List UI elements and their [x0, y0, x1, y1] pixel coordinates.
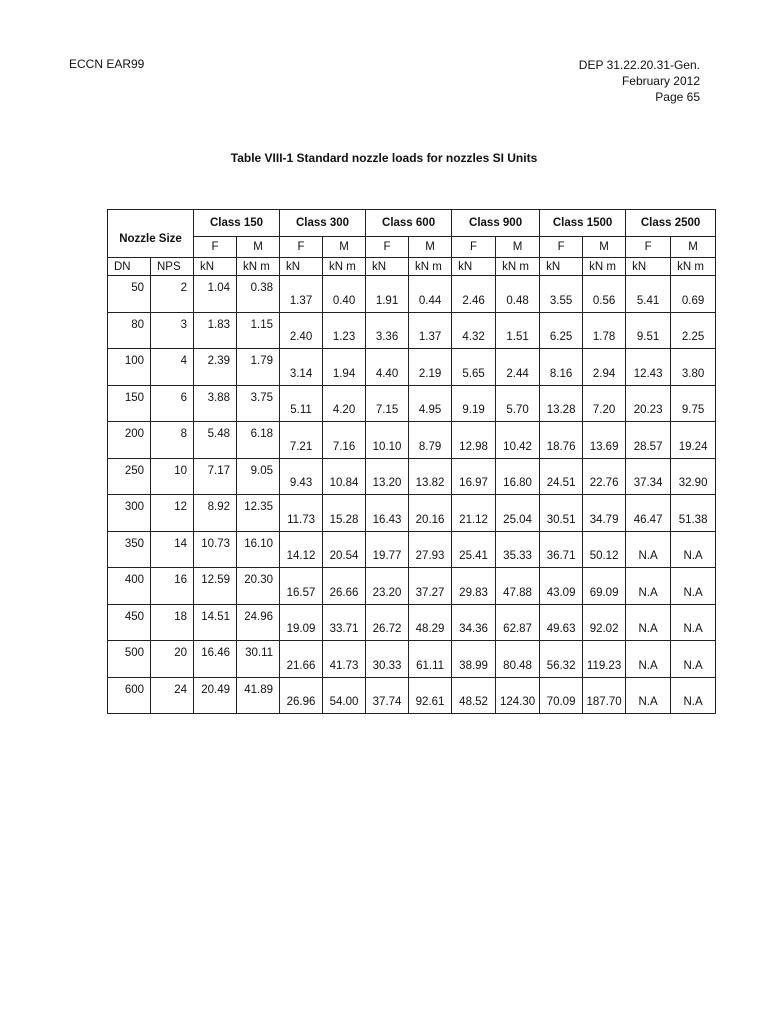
moment-value-cell: N.A — [671, 641, 716, 678]
moment-value-cell: 124.30 — [496, 677, 540, 714]
moment-value-cell: 34.79 — [583, 495, 626, 532]
force-value-cell: 16.57 — [280, 568, 323, 605]
moment-value-cell: 22.76 — [583, 458, 626, 495]
class-header: Class 300 — [280, 210, 366, 237]
nps-cell: 3 — [151, 312, 194, 349]
moment-value-cell: 37.27 — [409, 568, 452, 605]
force-value-cell: 20.49 — [194, 677, 237, 714]
table-row — [108, 531, 716, 568]
moment-value-cell: N.A — [671, 677, 716, 714]
class-header-row — [108, 210, 716, 237]
dn-cell: 80 — [108, 312, 151, 349]
force-header: F — [626, 237, 671, 258]
class-header: Class 900 — [452, 210, 540, 237]
table-row — [108, 677, 716, 714]
force-value-cell: 26.72 — [366, 604, 409, 641]
nps-cell: 14 — [151, 531, 194, 568]
moment-value-cell: 62.87 — [496, 604, 540, 641]
force-value-cell: 7.17 — [194, 458, 237, 495]
force-value-cell: 21.12 — [452, 495, 496, 532]
moment-value-cell: 0.44 — [409, 276, 452, 313]
force-value-cell: 23.20 — [366, 568, 409, 605]
force-header: F — [366, 237, 409, 258]
force-value-cell: 2.39 — [194, 349, 237, 386]
moment-header: M — [409, 237, 452, 258]
force-value-cell: 34.36 — [452, 604, 496, 641]
moment-unit: kN m — [671, 258, 716, 276]
moment-value-cell: 7.20 — [583, 385, 626, 422]
force-unit: kN — [452, 258, 496, 276]
dn-cell: 300 — [108, 495, 151, 532]
table-row — [108, 276, 716, 313]
moment-value-cell: 27.93 — [409, 531, 452, 568]
force-value-cell: 30.51 — [540, 495, 583, 532]
moment-value-cell: 54.00 — [323, 677, 366, 714]
force-value-cell: 26.96 — [280, 677, 323, 714]
force-value-cell: 12.43 — [626, 349, 671, 386]
dn-header: DN — [108, 258, 151, 276]
nps-header: NPS — [151, 258, 194, 276]
force-value-cell: 2.40 — [280, 312, 323, 349]
unit-header-row — [108, 258, 716, 276]
table-row — [108, 495, 716, 532]
table-row — [108, 422, 716, 459]
force-value-cell: 37.34 — [626, 458, 671, 495]
moment-value-cell: 80.48 — [496, 641, 540, 678]
force-value-cell: N.A — [626, 531, 671, 568]
moment-value-cell: 25.04 — [496, 495, 540, 532]
moment-value-cell: 4.20 — [323, 385, 366, 422]
moment-value-cell: 48.29 — [409, 604, 452, 641]
force-value-cell: 9.43 — [280, 458, 323, 495]
force-value-cell: 5.41 — [626, 276, 671, 313]
moment-unit: kN m — [237, 258, 280, 276]
force-value-cell: 2.46 — [452, 276, 496, 313]
moment-value-cell: 1.94 — [323, 349, 366, 386]
moment-value-cell: 15.28 — [323, 495, 366, 532]
force-value-cell: 16.43 — [366, 495, 409, 532]
force-value-cell: 6.25 — [540, 312, 583, 349]
force-value-cell: 12.59 — [194, 568, 237, 605]
table-title: Table VIII-1 Standard nozzle loads for nozzles SI Units — [230, 151, 538, 165]
moment-value-cell: 51.38 — [671, 495, 716, 532]
force-unit: kN — [194, 258, 237, 276]
moment-value-cell: 50.12 — [583, 531, 626, 568]
moment-header: M — [671, 237, 716, 258]
moment-value-cell: 1.23 — [323, 312, 366, 349]
nps-cell: 16 — [151, 568, 194, 605]
moment-value-cell: 0.38 — [237, 276, 280, 313]
moment-value-cell: 13.69 — [583, 422, 626, 459]
nps-cell: 8 — [151, 422, 194, 459]
force-value-cell: 19.09 — [280, 604, 323, 641]
moment-value-cell: 69.09 — [583, 568, 626, 605]
moment-value-cell: 47.88 — [496, 568, 540, 605]
table-row — [108, 604, 716, 641]
force-value-cell: 14.12 — [280, 531, 323, 568]
force-value-cell: 1.83 — [194, 312, 237, 349]
dn-cell: 50 — [108, 276, 151, 313]
dn-cell: 450 — [108, 604, 151, 641]
document-header — [579, 57, 700, 105]
moment-value-cell: 16.10 — [237, 531, 280, 568]
force-value-cell: 1.04 — [194, 276, 237, 313]
moment-value-cell: 20.30 — [237, 568, 280, 605]
moment-value-cell: 1.78 — [583, 312, 626, 349]
force-moment-header-row — [108, 237, 716, 258]
force-unit: kN — [540, 258, 583, 276]
force-value-cell: 14.51 — [194, 604, 237, 641]
force-header: F — [540, 237, 583, 258]
force-value-cell: 1.37 — [280, 276, 323, 313]
force-value-cell: 1.91 — [366, 276, 409, 313]
moment-value-cell: 3.75 — [237, 385, 280, 422]
nps-cell: 6 — [151, 385, 194, 422]
moment-value-cell: 12.35 — [237, 495, 280, 532]
document-reference: DEP 31.22.20.31-Gen. — [578, 58, 700, 72]
force-unit: kN — [366, 258, 409, 276]
force-value-cell: 25.41 — [452, 531, 496, 568]
dn-cell: 350 — [108, 531, 151, 568]
moment-value-cell: 0.56 — [583, 276, 626, 313]
force-value-cell: 28.57 — [626, 422, 671, 459]
moment-value-cell: 35.33 — [496, 531, 540, 568]
moment-value-cell: 4.95 — [409, 385, 452, 422]
force-value-cell: N.A — [626, 568, 671, 605]
nozzle-size-header: Nozzle Size — [108, 210, 194, 258]
moment-header: M — [496, 237, 540, 258]
table-row — [108, 641, 716, 678]
moment-value-cell: 10.84 — [323, 458, 366, 495]
force-value-cell: 5.48 — [194, 422, 237, 459]
moment-value-cell: 0.69 — [671, 276, 716, 313]
force-unit: kN — [626, 258, 671, 276]
dn-cell: 250 — [108, 458, 151, 495]
nps-cell: 24 — [151, 677, 194, 714]
moment-value-cell: 7.16 — [323, 422, 366, 459]
moment-value-cell: 20.16 — [409, 495, 452, 532]
force-unit: kN — [280, 258, 323, 276]
force-value-cell: 13.28 — [540, 385, 583, 422]
force-value-cell: 16.97 — [452, 458, 496, 495]
moment-unit: kN m — [323, 258, 366, 276]
force-value-cell: 29.83 — [452, 568, 496, 605]
force-value-cell: 37.74 — [366, 677, 409, 714]
force-value-cell: 8.16 — [540, 349, 583, 386]
class-header: Class 1500 — [540, 210, 626, 237]
force-value-cell: 18.76 — [540, 422, 583, 459]
moment-value-cell: 1.79 — [237, 349, 280, 386]
force-value-cell: 7.21 — [280, 422, 323, 459]
dn-cell: 100 — [108, 349, 151, 386]
page-number: Page 65 — [655, 90, 700, 104]
force-value-cell: 8.92 — [194, 495, 237, 532]
moment-value-cell: 41.89 — [237, 677, 280, 714]
moment-value-cell: 2.25 — [671, 312, 716, 349]
force-value-cell: 3.88 — [194, 385, 237, 422]
moment-value-cell: 0.48 — [496, 276, 540, 313]
force-value-cell: 56.32 — [540, 641, 583, 678]
moment-value-cell: 20.54 — [323, 531, 366, 568]
eccn-label: ECCN EAR99 — [69, 57, 145, 71]
force-header: F — [194, 237, 237, 258]
moment-value-cell: 2.44 — [496, 349, 540, 386]
force-value-cell: 10.73 — [194, 531, 237, 568]
force-value-cell: 70.09 — [540, 677, 583, 714]
class-header: Class 2500 — [626, 210, 716, 237]
force-value-cell: 16.46 — [194, 641, 237, 678]
force-value-cell: 13.20 — [366, 458, 409, 495]
force-value-cell: 9.51 — [626, 312, 671, 349]
moment-value-cell: 0.40 — [323, 276, 366, 313]
moment-value-cell: 61.11 — [409, 641, 452, 678]
table-row — [108, 312, 716, 349]
class-header: Class 600 — [366, 210, 452, 237]
nps-cell: 10 — [151, 458, 194, 495]
nps-cell: 20 — [151, 641, 194, 678]
force-value-cell: 24.51 — [540, 458, 583, 495]
force-value-cell: 5.11 — [280, 385, 323, 422]
force-value-cell: 36.71 — [540, 531, 583, 568]
moment-value-cell: 6.18 — [237, 422, 280, 459]
moment-value-cell: 5.70 — [496, 385, 540, 422]
class-header: Class 150 — [194, 210, 280, 237]
force-value-cell: 7.15 — [366, 385, 409, 422]
table-row — [108, 349, 716, 386]
nps-cell: 2 — [151, 276, 194, 313]
dn-cell: 400 — [108, 568, 151, 605]
moment-value-cell: N.A — [671, 531, 716, 568]
dn-cell: 600 — [108, 677, 151, 714]
moment-value-cell: 187.70 — [583, 677, 626, 714]
moment-value-cell: 119.23 — [583, 641, 626, 678]
moment-value-cell: 3.80 — [671, 349, 716, 386]
document-date: February 2012 — [621, 74, 700, 88]
moment-value-cell: 30.11 — [237, 641, 280, 678]
moment-value-cell: 9.05 — [237, 458, 280, 495]
dn-cell: 150 — [108, 385, 151, 422]
moment-value-cell: 1.15 — [237, 312, 280, 349]
force-value-cell: 46.47 — [626, 495, 671, 532]
moment-header: M — [237, 237, 280, 258]
force-value-cell: 10.10 — [366, 422, 409, 459]
moment-value-cell: 24.96 — [237, 604, 280, 641]
dn-cell: 200 — [108, 422, 151, 459]
force-value-cell: 43.09 — [540, 568, 583, 605]
moment-value-cell: 1.37 — [409, 312, 452, 349]
force-value-cell: 11.73 — [280, 495, 323, 532]
moment-unit: kN m — [496, 258, 540, 276]
force-header: F — [452, 237, 496, 258]
moment-value-cell: 41.73 — [323, 641, 366, 678]
force-value-cell: 21.66 — [280, 641, 323, 678]
force-value-cell: 3.36 — [366, 312, 409, 349]
moment-value-cell: 92.61 — [409, 677, 452, 714]
moment-value-cell: 92.02 — [583, 604, 626, 641]
moment-value-cell: 33.71 — [323, 604, 366, 641]
nozzle-loads-table — [107, 209, 716, 714]
moment-value-cell: N.A — [671, 568, 716, 605]
force-value-cell: 48.52 — [452, 677, 496, 714]
force-value-cell: 49.63 — [540, 604, 583, 641]
force-value-cell: 3.55 — [540, 276, 583, 313]
nps-cell: 12 — [151, 495, 194, 532]
moment-value-cell: 1.51 — [496, 312, 540, 349]
dn-cell: 500 — [108, 641, 151, 678]
table-row — [108, 458, 716, 495]
force-value-cell: N.A — [626, 604, 671, 641]
force-value-cell: 9.19 — [452, 385, 496, 422]
force-value-cell: 38.99 — [452, 641, 496, 678]
moment-unit: kN m — [409, 258, 452, 276]
force-value-cell: 30.33 — [366, 641, 409, 678]
force-value-cell: 4.40 — [366, 349, 409, 386]
moment-value-cell: 10.42 — [496, 422, 540, 459]
force-value-cell: N.A — [626, 641, 671, 678]
moment-value-cell: 16.80 — [496, 458, 540, 495]
force-value-cell: 20.23 — [626, 385, 671, 422]
nps-cell: 4 — [151, 349, 194, 386]
force-header: F — [280, 237, 323, 258]
moment-value-cell: 9.75 — [671, 385, 716, 422]
moment-value-cell: 8.79 — [409, 422, 452, 459]
moment-value-cell: 2.94 — [583, 349, 626, 386]
force-value-cell: 4.32 — [452, 312, 496, 349]
nps-cell: 18 — [151, 604, 194, 641]
force-value-cell: 12.98 — [452, 422, 496, 459]
moment-value-cell: N.A — [671, 604, 716, 641]
moment-unit: kN m — [583, 258, 626, 276]
moment-value-cell: 13.82 — [409, 458, 452, 495]
table-row — [108, 385, 716, 422]
moment-value-cell: 26.66 — [323, 568, 366, 605]
force-value-cell: 3.14 — [280, 349, 323, 386]
moment-value-cell: 32.90 — [671, 458, 716, 495]
moment-value-cell: 19.24 — [671, 422, 716, 459]
force-value-cell: N.A — [626, 677, 671, 714]
moment-header: M — [583, 237, 626, 258]
force-value-cell: 5.65 — [452, 349, 496, 386]
moment-value-cell: 2.19 — [409, 349, 452, 386]
table-row — [108, 568, 716, 605]
force-value-cell: 19.77 — [366, 531, 409, 568]
moment-header: M — [323, 237, 366, 258]
